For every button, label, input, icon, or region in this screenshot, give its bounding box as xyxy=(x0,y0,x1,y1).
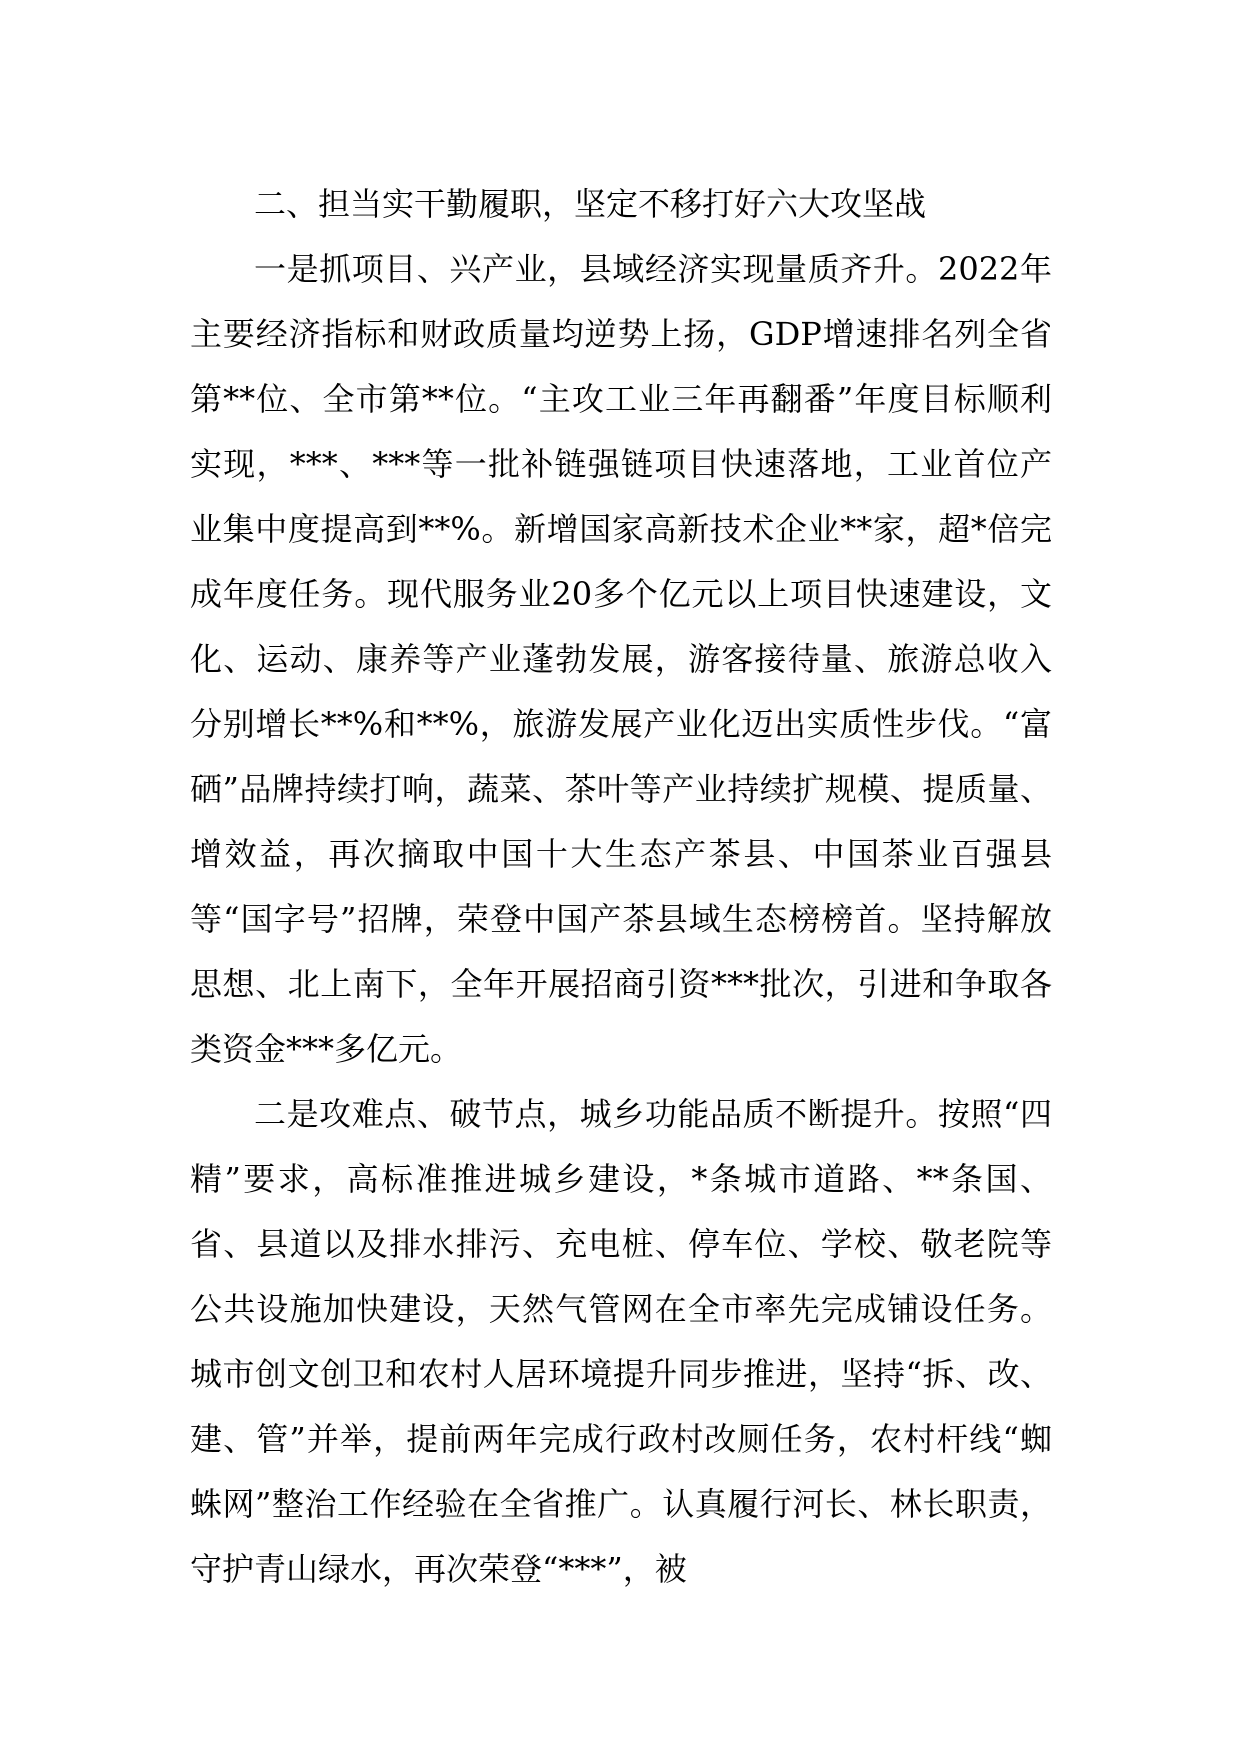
paragraph-urban-rural: 二是攻难点、破节点，城乡功能品质不断提升。按照“四精”要求，高标准推进城乡建设，*条城市道路、**条国、省、县道以及排水排污、充电桩、停车位、学校、敬老院等公共设施加快建设，天然气管网在全市率先完成铺设任务。城市创文创卫和农村人居环境提升同步推进，坚持“拆、改、建、管”并举，提前两年完成行政村改厕任务，农村杆线“蜘蛛网”整治工作经验在全省推广。认真履行河长、林长职责，守护青山绿水，再次荣登“***”，被 xyxy=(190,1095,1052,1588)
paragraph-economy: 一是抓项目、兴产业，县域经济实现量质齐升。2022年主要经济指标和财政质量均逆势上扬，GDP增速排名列全省第**位、全市第**位。“主攻工业三年再翻番”年度目标顺利实现，***、***等一批补链强链项目快速落地，工业首位产业集中度提高到**%。新增国家高新技术企业**家，超*倍完成年度任务。现代服务业20多个亿元以上项目快速建设，文化、运动、康养等产业蓬勃发展，游客接待量、旅游总收入分别增长**%和**%，旅游发展产业化迈出实质性步伐。“富硒”品牌持续打响，蔬菜、茶叶等产业持续扩规模、提质量、增效益，再次摘取中国十大生态产茶县、中国茶业百强县等“国字号”招牌，荣登中国产茶县域生态榜榜首。坚持解放思想、北上南下，全年开展招商引资***批次，引进和争取各类资金***多亿元。 xyxy=(190,250,1052,1068)
section-heading: 二、担当实干勤履职，坚定不移打好六大攻坚战 xyxy=(254,185,927,223)
document-page xyxy=(190,172,1052,1602)
